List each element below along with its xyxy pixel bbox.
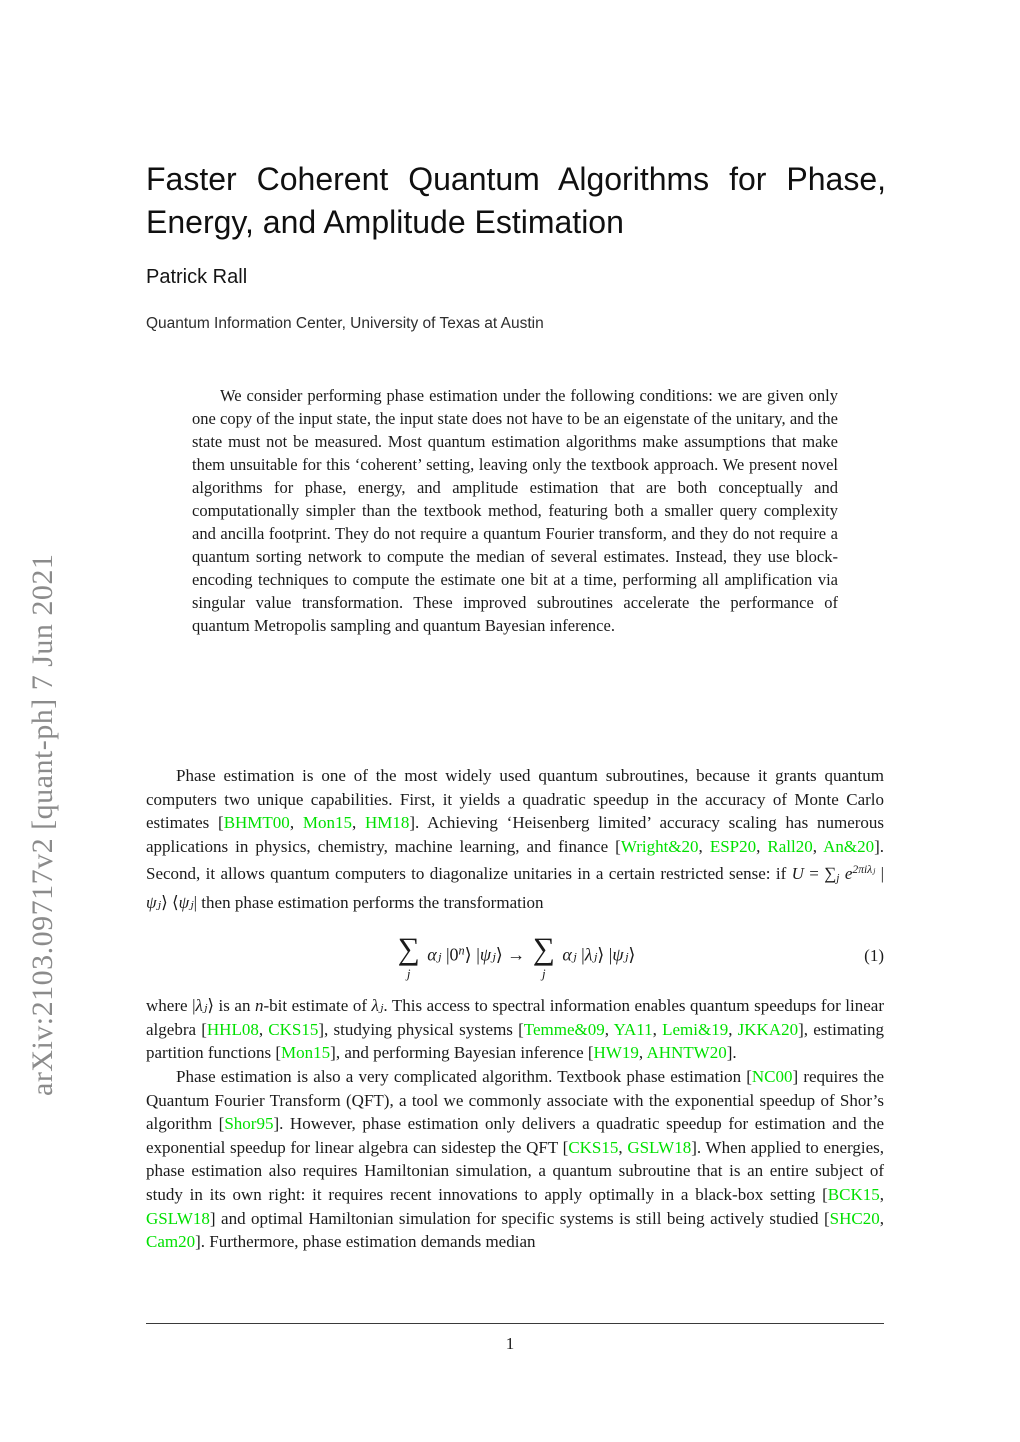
citation-link[interactable]: Temme&09 — [523, 1019, 605, 1039]
citation-link[interactable]: Mon15 — [281, 1043, 331, 1063]
abstract-text: We consider performing phase estimation under the following conditions: we are given only one copy of the input state, the input state does not have to be an eigenstate of the unitary, and the state must not be measured. Most quantum estimation algorithms make assumptions that make them unsuitable for this ‘coherent’ setting, leaving only the textbook approach. We present novel algorithms for phase, energy, and amplitude estimation that are both conceptually and computationally simpler than the textbook method, featuring both a smaller query complexity and ancilla footprint. They do not require a quantum Fourier transform, and they do not require a quantum sorting network to compute the median of several estimates. Instead, they use block-encoding techniques to compute the estimate one bit at a time, performing all amplification via singular value transformation. These improved subroutines accelerate the performance of quantum Metropolis sampling and quantum Bayesian inference. — [192, 386, 838, 635]
citation-link[interactable]: HM18 — [364, 813, 410, 833]
paragraph-3: Phase estimation is also a very complicated algorithm. Textbook phase estimation [NC00] requires the Quantum Fourier Transform (QFT), a tool we commonly associate with the exponential speedup of Shor’s algorithm [Shor95]. However, phase estimation only delivers a quadratic speedup for estimation and the exponential speedup for linear algebra can sidestep the QFT [CKS15, GSLW18]. When applied to energies, phase estimation also requires Hamiltonian simulation, a quantum subroutine that is an entire subject of study in its own right: it requires recent innovations to apply optimally in a black-box setting [BCK15, GSLW18] and optimal Hamiltonian simulation for specific systems is still being actively studied [SHC20, Cam20]. Furthermore, phase estimation demands median — [146, 1066, 885, 1252]
citation-link[interactable]: YA11 — [613, 1019, 653, 1039]
paragraph-1: Phase estimation is one of the most widely used quantum subroutines, because it grants quantum computers two unique capabilities. First, it yields a quadratic speedup in the accuracy of Monte Carlo estimates [BHMT00, Mon15, HM18]. Achieving ‘Heisenberg limited’ accuracy scaling has numerous applications in physics, chemistry, machine learning, and finance [Wright&20, ESP20, Rall20, An&20]. Second, it allows quantum computers to diagonalize unitaries in a certain restricted sense: if $U = \sum_j$ $e^{2\pi i\lambda ⱼ}$ |ψⱼ⟩ ⟨ψⱼ| then phase estimation performs the transformation — [146, 766, 885, 912]
display-equation — [146, 927, 884, 985]
citation-link[interactable]: Rall20 — [767, 836, 813, 856]
summation-symbol: ∑ j — [397, 930, 420, 981]
citation-link[interactable]: Cam20 — [146, 1232, 196, 1252]
equation-number: (1) — [864, 946, 884, 966]
summation-symbol: ∑ j — [532, 930, 555, 981]
citation-link[interactable]: NC00 — [751, 1066, 793, 1086]
paragraph-2: where |λⱼ⟩ is an n-bit estimate of λⱼ. This access to spectral information enables quantum speedups for linear algebra [HHL08, CKS15], studying physical systems [Temme&09, YA11, Lemi&19, JKKA20], estimating partition functions [Mon15], and performing Bayesian inference [HW19, AHNTW20]. — [146, 996, 885, 1063]
page-number: 1 — [505, 1334, 515, 1353]
citation-link[interactable]: GSLW18 — [627, 1137, 692, 1157]
citation-link[interactable]: Lemi&19 — [662, 1019, 729, 1039]
citation-link[interactable]: Mon15 — [302, 813, 352, 833]
citation-link[interactable]: Shor95 — [224, 1114, 274, 1134]
citation-link[interactable]: BCK15 — [827, 1184, 880, 1204]
citation-link[interactable]: HHL08 — [206, 1019, 259, 1039]
citation-link[interactable]: Wright&20 — [620, 836, 699, 856]
author-name: Patrick Rall — [146, 266, 248, 288]
citation-link[interactable]: AHNTW20 — [646, 1043, 727, 1063]
author-affiliation: Quantum Information Center, University of Texas at Austin — [146, 315, 544, 332]
citation-link[interactable]: CKS15 — [268, 1019, 319, 1039]
citation-link[interactable]: JKKA20 — [737, 1019, 799, 1039]
paper-title: Faster Coherent Quantum Algorithms for Phase, Energy, and Amplitude Estimation — [146, 161, 886, 240]
citation-link[interactable]: GSLW18 — [146, 1208, 210, 1228]
citation-link[interactable]: BHMT00 — [223, 813, 290, 833]
footer-rule — [146, 1323, 884, 1324]
equation-body: ∑ j αⱼ |0$^n$⟩ |ψⱼ⟩ → ∑ j αⱼ |λⱼ⟩ |ψⱼ⟩ — [397, 930, 636, 981]
citation-link[interactable]: ESP20 — [709, 836, 757, 856]
citation-link[interactable]: HW19 — [593, 1043, 639, 1063]
body-column — [146, 764, 884, 1254]
arxiv-watermark: arXiv:2103.09717v2 [quant-ph] 7 Jun 2021 — [26, 553, 59, 1096]
citation-link[interactable]: CKS15 — [568, 1137, 619, 1157]
citation-link[interactable]: SHC20 — [829, 1208, 880, 1228]
citation-link[interactable]: An&20 — [823, 836, 875, 856]
